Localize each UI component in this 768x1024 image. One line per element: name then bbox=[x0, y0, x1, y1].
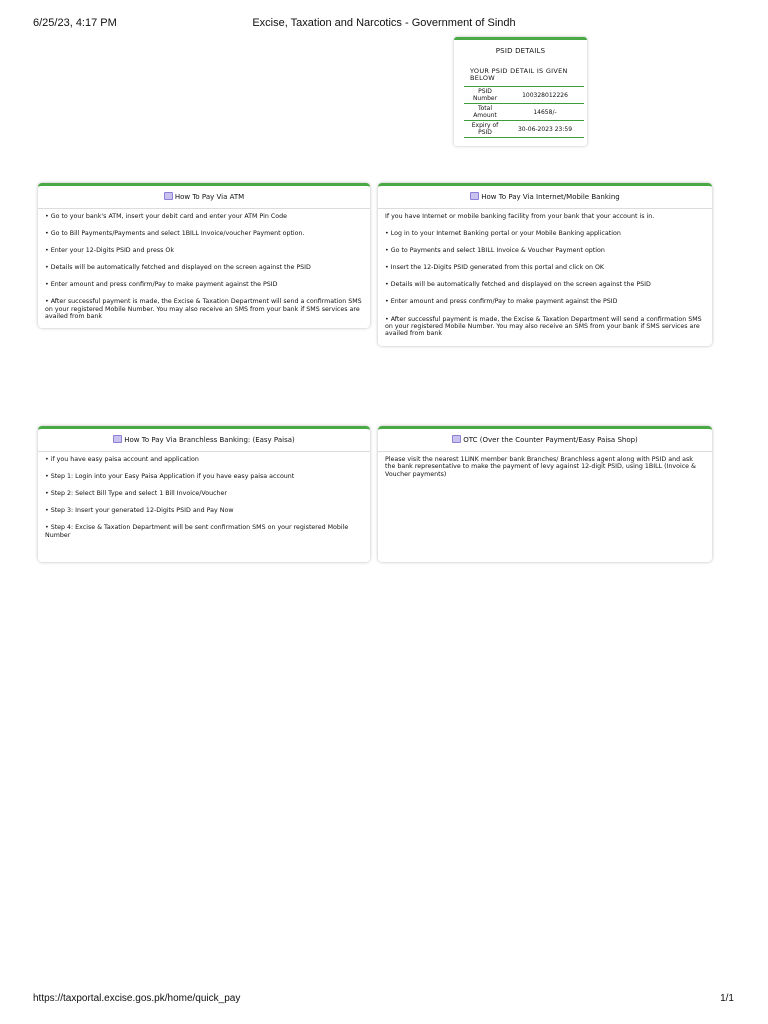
atm-card-header bbox=[38, 186, 370, 209]
list-item: • Enter your 12-Digits PSID and press Ok bbox=[45, 247, 174, 255]
otc-card-title: OTC (Over the Counter Payment/Easy Paisa Shop) bbox=[463, 436, 638, 444]
list-item: • After successful payment is made, the Excise & Taxation Department will send a confirmation SMS on your registered Mobile Number. You may also receive an SMS from your bank if SMS services are availed from bank bbox=[45, 298, 362, 321]
list-item: • if you have easy paisa account and application bbox=[45, 456, 199, 463]
list-item: • Go to Bill Payments/Payments and select 1BILL Invoice/voucher Payment option. bbox=[45, 230, 305, 238]
list-item: • Go to Payments and select 1BILL Invoice & Voucher Payment option bbox=[385, 247, 605, 255]
otc-card bbox=[378, 426, 712, 562]
psid-details-table bbox=[464, 86, 584, 138]
psid-number-value: 100328012226 bbox=[506, 87, 584, 104]
list-item: If you have Internet or mobile banking facility from your bank that your account is in. bbox=[385, 213, 655, 220]
easy-paisa-card-header bbox=[38, 429, 370, 452]
atm-card-body bbox=[38, 209, 370, 321]
list-item: • Details will be automatically fetched and displayed on the screen against the PSID bbox=[385, 281, 651, 289]
internet-banking-card-title: How To Pay Via Internet/Mobile Banking bbox=[481, 193, 620, 201]
list-item: • Details will be automatically fetched and displayed on the screen against the PSID bbox=[45, 264, 311, 272]
page-number: 1/1 bbox=[720, 993, 734, 1004]
table-row bbox=[464, 121, 584, 138]
total-amount-value: 14658/- bbox=[506, 104, 584, 121]
table-row bbox=[464, 87, 584, 104]
easy-paisa-card-body bbox=[38, 452, 370, 539]
otc-card-body bbox=[378, 452, 712, 478]
page-title: Excise, Taxation and Narcotics - Government of Sindh bbox=[252, 17, 516, 29]
psid-number-label: PSID Number bbox=[464, 87, 506, 104]
easy-paisa-card-title: How To Pay Via Branchless Banking: (Easy Paisa) bbox=[124, 436, 295, 444]
list-item: Please visit the nearest 1LINK member bank Branches/ Branchless agent along with PSID and ask the bank representative to make the payment of levy against 12-digit PSID, using 1BILL (Invoice & Voucher payments) bbox=[385, 456, 696, 478]
psid-details-title: PSID DETAILS bbox=[495, 47, 546, 55]
list-item: • Go to your bank's ATM, insert your debit card and enter your ATM Pin Code bbox=[45, 213, 287, 220]
psid-details-subtitle: YOUR PSID DETAIL IS GIVEN BELOW bbox=[470, 67, 568, 82]
list-item: • Step 2: Select Bill Type and select 1 Bill Invoice/Voucher bbox=[45, 490, 227, 498]
atm-card-title: How To Pay Via ATM bbox=[174, 193, 245, 201]
computer-icon bbox=[470, 192, 479, 200]
list-item: • Enter amount and press confirm/Pay to make payment against the PSID bbox=[385, 298, 618, 306]
bank-icon bbox=[113, 435, 122, 443]
list-item: • Step 1: Login into your Easy Paisa Application if you have easy paisa account bbox=[45, 473, 295, 481]
list-item: • Step 3: Insert your generated 12-Digits PSID and Pay Now bbox=[45, 507, 234, 515]
list-item: • Log in to your Internet Banking portal or your Mobile Banking application bbox=[385, 230, 621, 238]
table-row bbox=[464, 104, 584, 121]
psid-details-card bbox=[454, 37, 587, 146]
list-item: • Insert the 12-Digits PSID generated from this portal and click on OK bbox=[385, 264, 605, 272]
otc-card-header bbox=[378, 429, 712, 452]
print-date: 6/25/23, 4:17 PM bbox=[33, 17, 117, 29]
psid-expiry-label: Expiry of PSID bbox=[464, 121, 506, 138]
card-icon bbox=[164, 192, 173, 200]
list-item: • Enter amount and press confirm/Pay to make payment against the PSID bbox=[45, 281, 278, 289]
internet-banking-card-header bbox=[378, 186, 712, 209]
internet-banking-card-body bbox=[378, 209, 712, 338]
list-item: • After successful payment is made, the Excise & Taxation Department will send a confirmation SMS on your registered Mobile Number. You may also receive an SMS from your bank if SMS services are availed from bank bbox=[385, 315, 702, 338]
easy-paisa-card bbox=[38, 426, 370, 562]
internet-banking-card bbox=[378, 183, 712, 346]
page-url: https://taxportal.excise.gos.pk/home/quick_pay bbox=[33, 993, 241, 1004]
bank-icon bbox=[452, 435, 461, 443]
atm-card bbox=[38, 183, 370, 328]
total-amount-label: Total Amount bbox=[464, 104, 506, 121]
psid-expiry-value: 30-06-2023 23:59 bbox=[506, 121, 584, 138]
list-item: • Step 4: Excise & Taxation Department will be sent confirmation SMS on your registered Mobile Number bbox=[45, 524, 349, 539]
